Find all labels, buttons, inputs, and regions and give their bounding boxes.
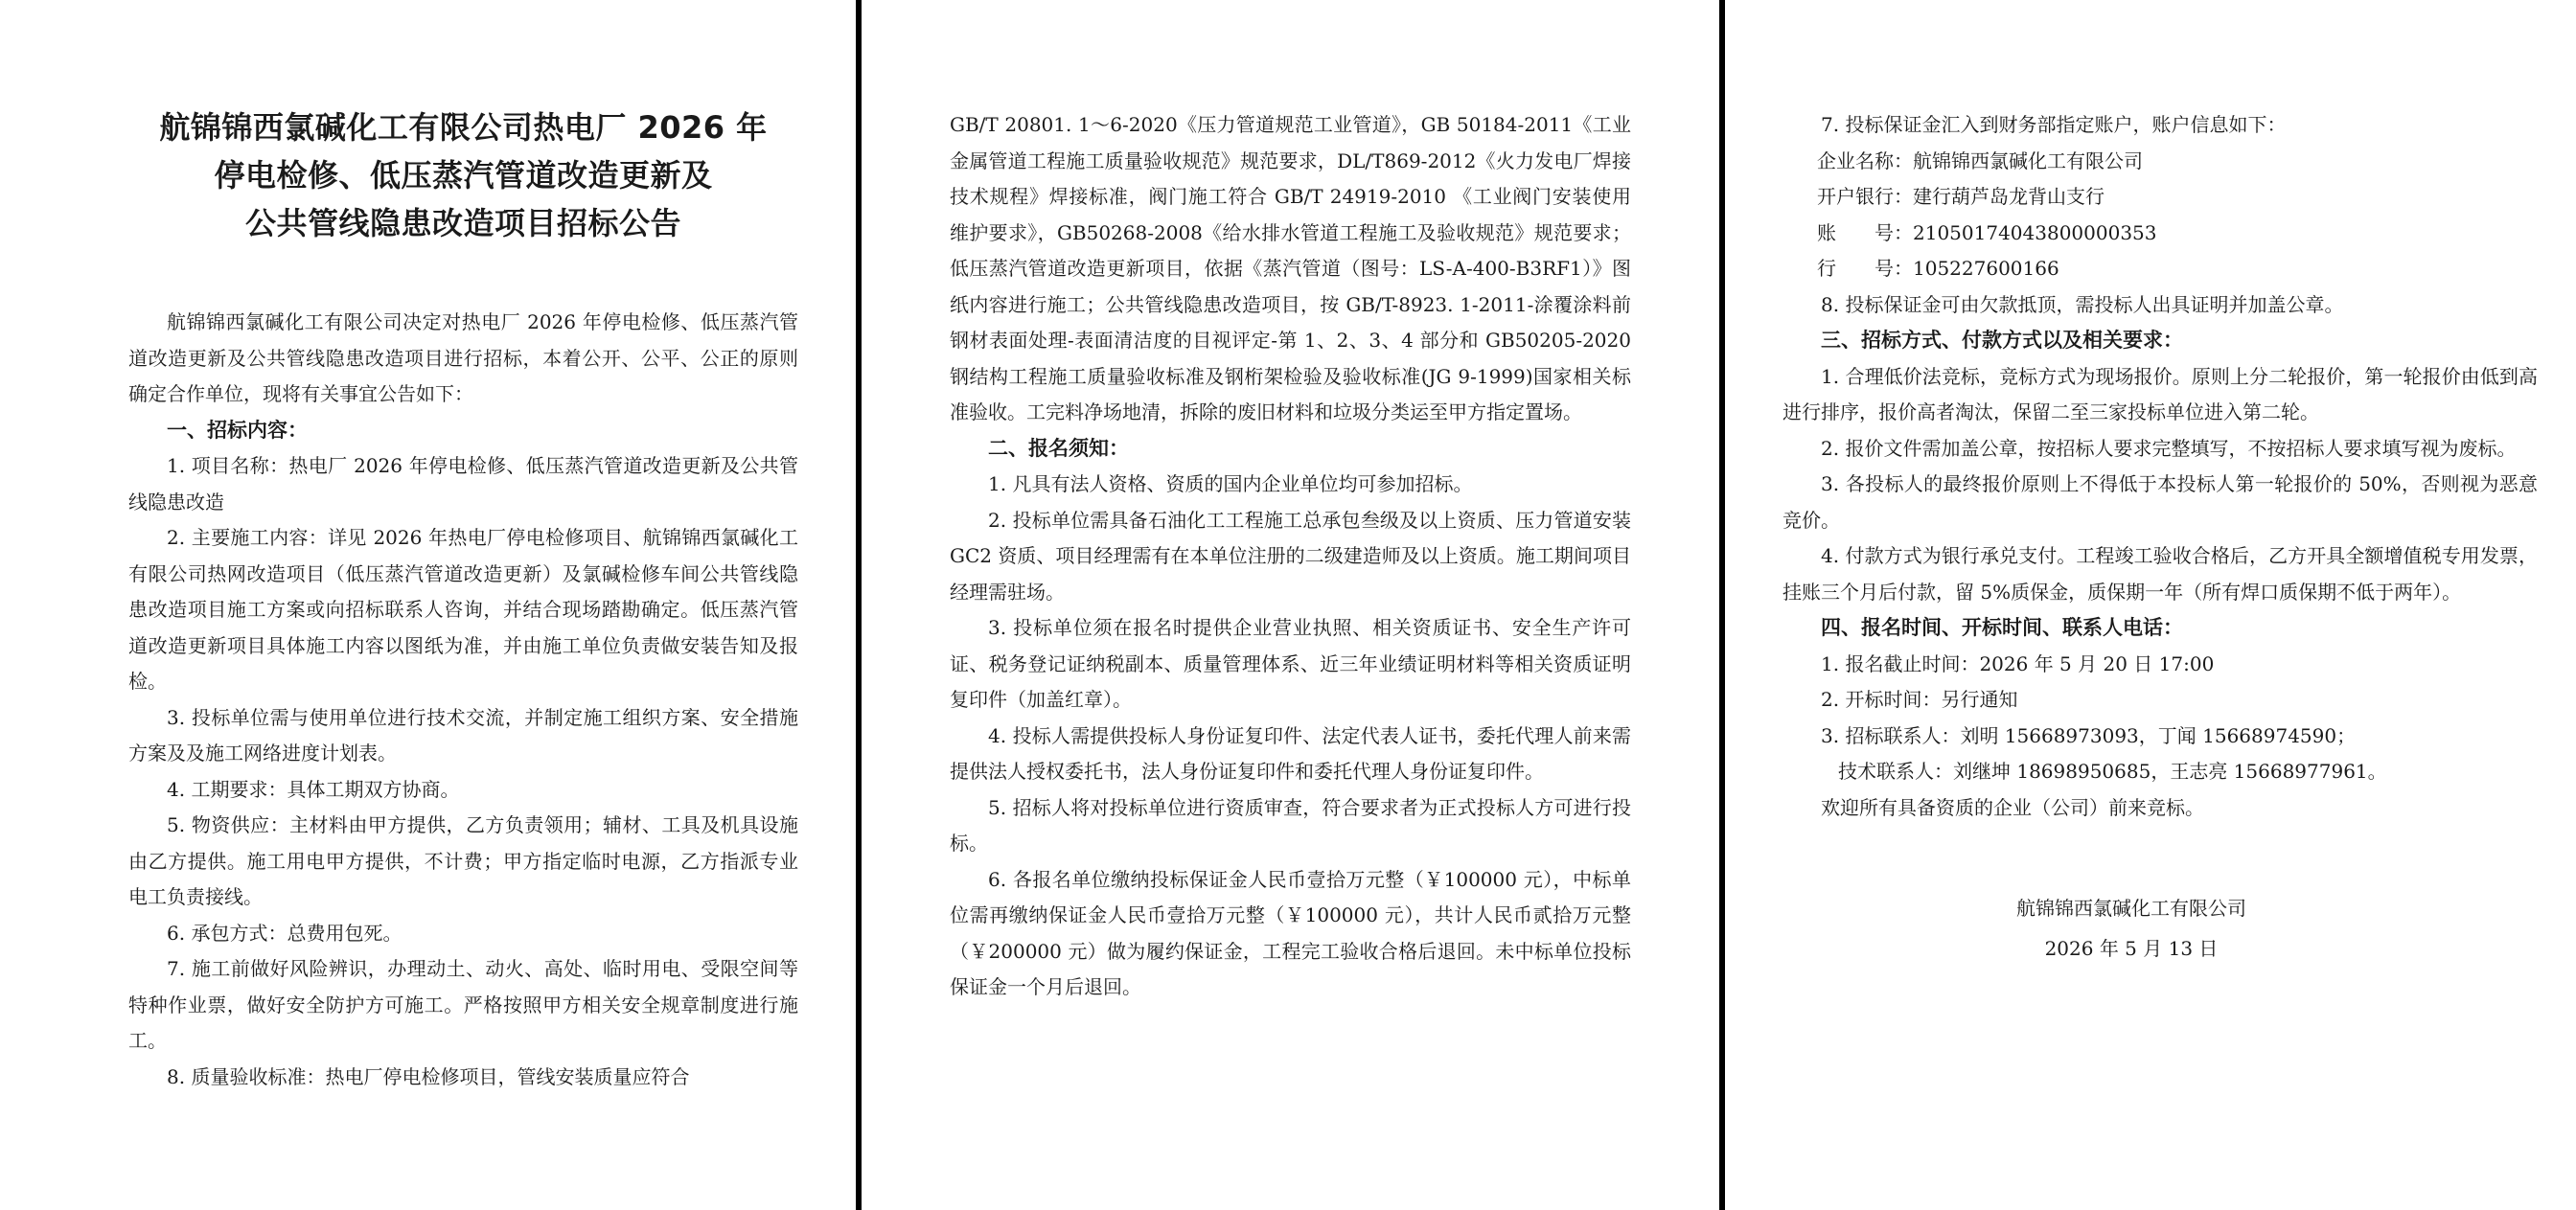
s4-item-3: 3. 招标联系人：刘明 15668973093，丁闻 15668974590； xyxy=(1821,723,2357,747)
s2-item-6: 6. 各报名单位缴纳投标保证金人民币壹拾万元整（￥100000 元），中标单位需再缴纳保证金人民币壹拾万元整（￥100000 元），共计人民币贰拾万元整（￥200000 元）做为履约保证金，工程完工验收合格后退回。未中标单位投标保证金一个月后退回。 xyxy=(950,867,1631,998)
signature-company: 航锦锦西氯碱化工有限公司 xyxy=(2016,897,2246,920)
signature-date: 2026 年 5 月 13 日 xyxy=(2044,936,2219,960)
s3-item-3: 3. 各投标人的最终报价原则上不得低于本投标人第一轮报价的 50%，否则视为恶意竞价。 xyxy=(1782,472,2538,532)
s2-item-2: 2. 投标单位需具备石油化工工程施工总承包叁级及以上资质、压力管道安装 GC2 资质、项目经理需有在本单位注册的二级建造师及以上资质。施工期间项目经理需驻场。 xyxy=(950,508,1631,604)
s3-item-1: 1. 合理低价法竞标，竞标方式为现场报价。原则上分二轮报价，第一轮报价由低到高进行排序，报价高者淘汰，保留二至三家投标单位进入第二轮。 xyxy=(1782,364,2538,423)
welcome-line: 欢迎所有具备资质的企业（公司）前来竞标。 xyxy=(1821,795,2204,819)
s4-item-1: 1. 报名截止时间：2026 年 5 月 20 日 17:00 xyxy=(1821,651,2215,675)
section-3-heading: 三、招标方式、付款方式以及相关要求： xyxy=(1821,329,2183,352)
s2-item-5: 5. 招标人将对投标单位进行资质审查，符合要求者为正式投标人方可进行投标。 xyxy=(950,795,1631,855)
s1-item-1: 1. 项目名称：热电厂 2026 年停电检修、低压蒸汽管道改造更新及公共管线隐患改造 xyxy=(128,454,798,514)
section-2-heading: 二、报名须知： xyxy=(988,436,1129,460)
s2-item-4: 4. 投标人需提供投标人身份证复印件、法定代表人证书，委托代理人前来需提供法人授权委托书，法人身份证复印件和委托代理人身份证复印件。 xyxy=(950,723,1631,783)
account-number: 账 号：21050174043800000353 xyxy=(1817,220,2157,244)
title-line-3: 公共管线隐患改造项目招标公告 xyxy=(244,205,681,241)
announcement-title xyxy=(128,103,798,247)
s2-item-7: 7. 投标保证金汇入到财务部指定账户，账户信息如下： xyxy=(1821,113,2287,136)
account-bank: 开户银行：建行葫芦岛龙背山支行 xyxy=(1817,185,2104,208)
technical-contact: 技术联系人：刘继坤 18698950685，王志亮 15668977961。 xyxy=(1838,760,2387,783)
s2-item-8: 8. 投标保证金可由欠款抵顶，需投标人出具证明并加盖公章。 xyxy=(1821,292,2344,316)
s3-item-4: 4. 付款方式为银行承兑支付。工程竣工验收合格后，乙方开具全额增值税专用发票，挂账三个月后付款，留 5%质保金，质保期一年（所有焊口质保期不低于两年）。 xyxy=(1782,544,2538,604)
section-1-heading: 一、招标内容： xyxy=(167,418,308,442)
quality-standard-continuation: GB/T 20801. 1～6-2020《压力管道规范工业管道》，GB 50184-2011《工业金属管道工程施工质量验收规范》规范要求，DL/T869-2012《火力发电厂焊接技术规程》焊接标准，阀门施工符合 GB/T 24919-2010 《工业阀门安装使用维护要求》，GB50268-2008《给水排水管道工程施工及验收规范》规范要求；低压蒸汽管道改造更新项目，依据《蒸汽管道（图号：LS-A-400-B3RF1）》图纸内容进行施工；公共管线隐患改造项目，按 GB/T-8923. 1-2011-涂覆涂料前钢材表面处理-表面清洁度的目视评定-第 1、2、3、4 部分和 GB50205-2020 钢结构工程施工质量验收标准及钢桁架检验及验收标准(JG 9-1999)国家相关标准验收。工完料净场地清，拆除的废旧材料和垃圾分类运至甲方指定置场。 xyxy=(950,113,1631,423)
title-line-1: 航锦锦西氯碱化工有限公司热电厂 2026 年 xyxy=(159,109,768,146)
s1-item-2: 2. 主要施工内容：详见 2026 年热电厂停电检修项目、航锦锦西氯碱化工有限公司热网改造项目（低压蒸汽管道改造更新）及氯碱检修车间公共管线隐患改造项目施工方案或向招标联系人咨询，并结合现场踏勘确定。低压蒸汽管道改造更新项目具体施工内容以图纸为准，并由施工单位负责做安装告知及报检。 xyxy=(128,526,798,693)
s1-item-8: 8. 质量验收标准：热电厂停电检修项目，管线安装质量应符合 xyxy=(167,1064,690,1088)
bank-code: 行 号：105227600166 xyxy=(1817,257,2059,280)
page-3 xyxy=(1725,0,2576,1210)
account-company: 企业名称：航锦锦西氯碱化工有限公司 xyxy=(1817,148,2143,172)
signature-block xyxy=(1782,891,2538,967)
title-line-2: 停电检修、低压蒸汽管道改造更新及 xyxy=(214,157,713,194)
s1-item-6: 6. 承包方式：总费用包死。 xyxy=(167,921,402,945)
s2-item-3: 3. 投标单位须在报名时提供企业营业执照、相关资质证书、安全生产许可证、税务登记证纳税副本、质量管理体系、近三年业绩证明材料等相关资质证明复印件（加盖红章）。 xyxy=(950,616,1631,711)
s4-item-2: 2. 开标时间：另行通知 xyxy=(1821,688,2018,711)
page-1 xyxy=(0,0,856,1210)
s3-item-2: 2. 报价文件需加盖公章，按招标人要求完整填写，不按招标人要求填写视为废标。 xyxy=(1821,436,2517,460)
s2-item-1: 1. 凡具有法人资格、资质的国内企业单位均可参加招标。 xyxy=(988,472,1473,495)
page-2 xyxy=(862,0,1714,1210)
s1-item-3: 3. 投标单位需与使用单位进行技术交流，并制定施工组织方案、安全措施方案及及施工网络进度计划表。 xyxy=(128,705,798,765)
section-4-heading: 四、报名时间、开标时间、联系人电话： xyxy=(1821,616,2183,639)
s1-item-4: 4. 工期要求：具体工期双方协商。 xyxy=(167,777,460,801)
s1-item-7: 7. 施工前做好风险辨识，办理动土、动火、高处、临时用电、受限空间等特种作业票，做好安全防护方可施工。严格按照甲方相关安全规章制度进行施工。 xyxy=(128,957,798,1052)
s1-item-5: 5. 物资供应：主材料由甲方提供，乙方负责领用；辅材、工具及机具设施由乙方提供。施工用电甲方提供，不计费；甲方指定临时电源，乙方指派专业电工负责接线。 xyxy=(128,813,798,908)
intro-paragraph: 航锦锦西氯碱化工有限公司决定对热电厂 2026 年停电检修、低压蒸汽管道改造更新及公共管线隐患改造项目进行招标，本着公开、公平、公正的原则确定合作单位，现将有关事宜公告如下： xyxy=(128,310,798,405)
